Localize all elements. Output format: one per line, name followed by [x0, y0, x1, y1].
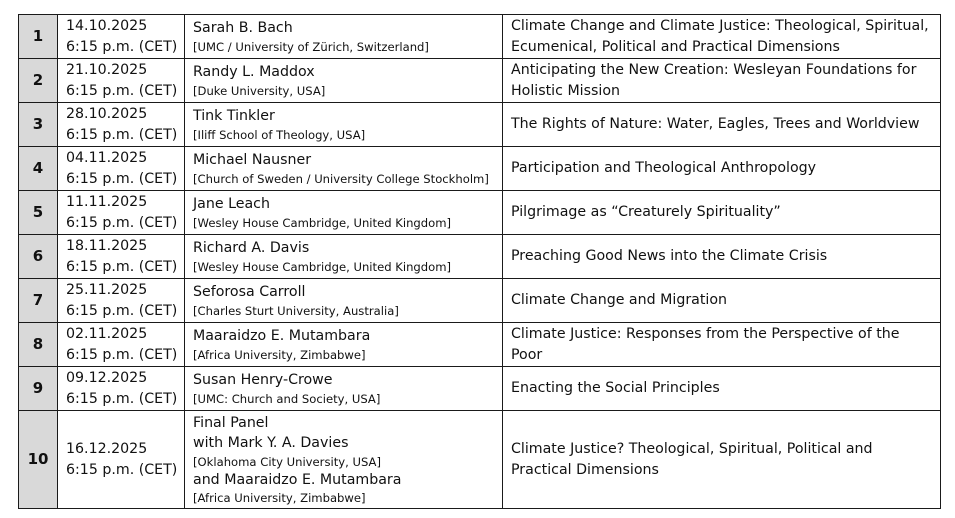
session-row	[19, 235, 941, 279]
session-datetime	[58, 15, 185, 59]
session-topic: Preaching Good News into the Climate Crisis	[503, 235, 941, 279]
session-speaker-cell	[185, 147, 503, 191]
panel-speakers-cell	[185, 411, 503, 509]
session-date: 09.12.2025	[66, 370, 148, 386]
panel-affiliation-1: [ Oklahoma City University, USA ]	[193, 454, 496, 470]
session-time: 6:15 p.m. (CET)	[66, 82, 178, 99]
session-date: 16.12.2025	[66, 441, 148, 457]
speaker-name: Jane Leach	[193, 196, 270, 213]
speaker-affiliation: [ Wesley House Cambridge, United Kingdom ]	[193, 259, 496, 275]
session-date: 28.10.2025	[66, 106, 148, 122]
panel-speaker-2: and Maaraidzo E. Mutambara	[193, 471, 402, 488]
session-speaker-cell	[185, 191, 503, 235]
speaker-affiliation: [ Charles Sturt University, Australia ]	[193, 303, 496, 319]
session-datetime	[58, 323, 185, 367]
session-number: 2	[19, 59, 58, 103]
session-time: 6:15 p.m. (CET)	[66, 126, 178, 143]
speaker-name: Tink Tinkler	[193, 108, 275, 125]
session-row	[19, 59, 941, 103]
session-row	[19, 367, 941, 411]
speaker-affiliation: [ Church of Sweden / University College Stockholm ]	[193, 171, 496, 187]
schedule-body	[19, 15, 941, 509]
speaker-affiliation: [ UMC / University of Zürich, Switzerland ]	[193, 39, 496, 55]
speaker-name: Sarah B. Bach	[193, 20, 293, 37]
session-time: 6:15 p.m. (CET)	[66, 461, 178, 478]
session-topic: Climate Change and Climate Justice: Theological, Spiritual, Ecumenical, Political and Practical Dimensions	[503, 15, 941, 59]
session-number: 5	[19, 191, 58, 235]
speaker-name: Maaraidzo E. Mutambara	[193, 328, 371, 345]
speaker-affiliation: [ Duke University, USA ]	[193, 83, 496, 99]
session-date: 04.11.2025	[66, 150, 148, 166]
session-time: 6:15 p.m. (CET)	[66, 258, 178, 275]
panel-title: Final Panel	[193, 414, 269, 431]
session-row	[19, 103, 941, 147]
session-row	[19, 279, 941, 323]
session-number: 9	[19, 367, 58, 411]
session-datetime	[58, 235, 185, 279]
session-number: 10	[19, 411, 58, 509]
session-topic: Enacting the Social Principles	[503, 367, 941, 411]
session-datetime	[58, 411, 185, 509]
session-topic: Climate Change and Migration	[503, 279, 941, 323]
lecture-schedule-table	[18, 14, 941, 509]
session-datetime	[58, 59, 185, 103]
session-time: 6:15 p.m. (CET)	[66, 390, 178, 407]
session-number: 8	[19, 323, 58, 367]
session-date: 25.11.2025	[66, 282, 148, 298]
session-number: 4	[19, 147, 58, 191]
session-speaker-cell	[185, 103, 503, 147]
session-time: 6:15 p.m. (CET)	[66, 302, 178, 319]
session-topic: The Rights of Nature: Water, Eagles, Trees and Worldview	[503, 103, 941, 147]
panel-affiliation-2: [ Africa University, Zimbabwe ]	[193, 490, 496, 506]
session-topic: Climate Justice: Responses from the Perspective of the Poor	[503, 323, 941, 367]
session-speaker-cell	[185, 15, 503, 59]
session-topic: Participation and Theological Anthropology	[503, 147, 941, 191]
session-time: 6:15 p.m. (CET)	[66, 214, 178, 231]
session-speaker-cell	[185, 279, 503, 323]
session-row	[19, 15, 941, 59]
speaker-affiliation: [ UMC: Church and Society, USA ]	[193, 391, 496, 407]
final-panel-row	[19, 411, 941, 509]
session-time: 6:15 p.m. (CET)	[66, 346, 178, 363]
session-speaker-cell	[185, 59, 503, 103]
session-datetime	[58, 367, 185, 411]
session-topic: Pilgrimage as “Creaturely Spirituality”	[503, 191, 941, 235]
session-speaker-cell	[185, 323, 503, 367]
session-datetime	[58, 191, 185, 235]
panel-speaker-1: with Mark Y. A. Davies	[193, 435, 349, 452]
speaker-affiliation: [ Wesley House Cambridge, United Kingdom ]	[193, 215, 496, 231]
session-row	[19, 191, 941, 235]
session-speaker-cell	[185, 367, 503, 411]
session-date: 21.10.2025	[66, 62, 148, 78]
speaker-name: Michael Nausner	[193, 152, 312, 169]
speaker-name: Randy L. Maddox	[193, 64, 315, 81]
session-date: 11.11.2025	[66, 194, 148, 210]
session-number: 3	[19, 103, 58, 147]
speaker-affiliation: [ Africa University, Zimbabwe ]	[193, 347, 496, 363]
session-row	[19, 323, 941, 367]
session-time: 6:15 p.m. (CET)	[66, 170, 178, 187]
speaker-name: Seforosa Carroll	[193, 284, 306, 301]
session-topic: Climate Justice? Theological, Spiritual, Political and Practical Dimensions	[503, 411, 941, 509]
session-time: 6:15 p.m. (CET)	[66, 38, 178, 55]
session-datetime	[58, 147, 185, 191]
session-number: 1	[19, 15, 58, 59]
session-date: 02.11.2025	[66, 326, 148, 342]
session-date: 18.11.2025	[66, 238, 148, 254]
session-topic: Anticipating the New Creation: Wesleyan Foundations for Holistic Mission	[503, 59, 941, 103]
session-number: 6	[19, 235, 58, 279]
speaker-name: Susan Henry-Crowe	[193, 372, 333, 389]
session-datetime	[58, 279, 185, 323]
speaker-affiliation: [ Iliff School of Theology, USA ]	[193, 127, 496, 143]
session-speaker-cell	[185, 235, 503, 279]
speaker-name: Richard A. Davis	[193, 240, 310, 257]
session-number: 7	[19, 279, 58, 323]
session-date: 14.10.2025	[66, 18, 148, 34]
session-datetime	[58, 103, 185, 147]
session-row	[19, 147, 941, 191]
